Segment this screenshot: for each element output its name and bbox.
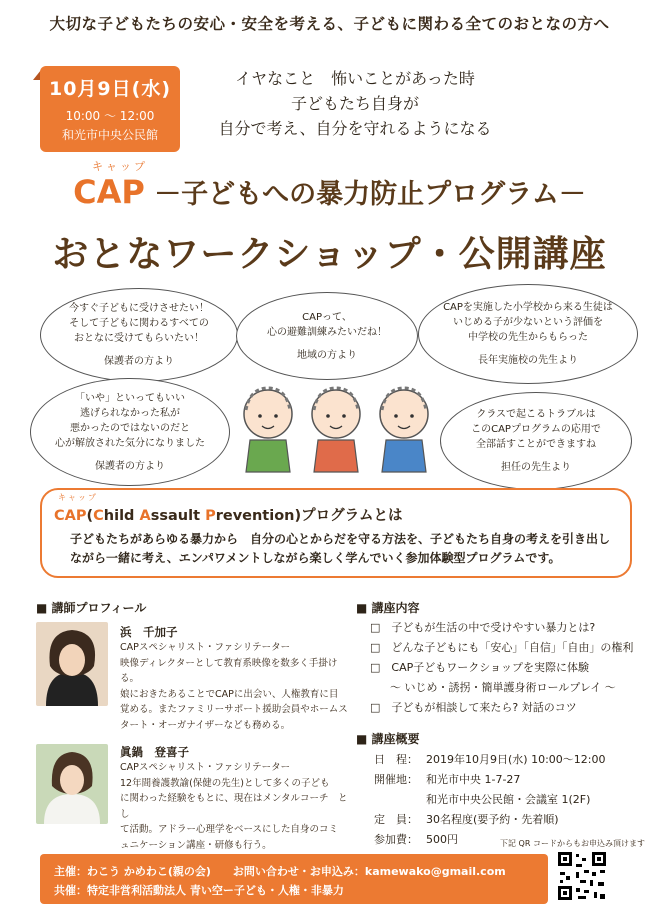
heading-part: C (93, 508, 104, 524)
overview-value: 30名程度(要予約・先着順) (426, 813, 559, 826)
profile-line: CAPスペシャリスト・ファシリテーター (120, 642, 291, 653)
heading-part: )プログラムとは (294, 508, 403, 524)
overview-label: 開催地： (374, 773, 418, 786)
lecturer-heading: ■ 講師プロフィール (36, 601, 147, 615)
lecturer-name: 浜 千加子 (120, 625, 178, 639)
title-line (0, 172, 659, 211)
heading-part: ssault (150, 508, 206, 524)
title-subtitle: －子どもへの暴力防止プログラム－ (154, 179, 586, 210)
heading-part: P (205, 508, 216, 524)
contents-item: □ 子どもが相談して来たら? 対話のコツ (370, 701, 577, 714)
heading-part: revention (215, 508, 295, 524)
overview-table (374, 750, 654, 850)
main-title: おとなワークショップ・公開講座 (52, 234, 607, 275)
hero-line: 自分で考え、自分を守れるようになる (218, 119, 492, 138)
cap-about-text (70, 530, 630, 568)
footer-organizer: 主催：わこう かめわこ(親の会) お問い合わせ・お申込み：kamewako@gmail.com (54, 865, 506, 878)
lecturer-photo-2 (36, 744, 108, 824)
profile-line: て活動。アドラー心理学をベースにした自身のコミ (120, 824, 339, 835)
qr-code-icon[interactable] (556, 850, 608, 902)
profile-line: ュニケーション講座・研修も行う。 (120, 839, 272, 851)
cap-about-box (40, 488, 632, 578)
speech-bubble (418, 284, 638, 384)
child-blue-icon (380, 388, 428, 472)
contents-item: □ どんな子どもにも「安心」「自信」「自由」の権利 (370, 641, 634, 654)
speech-bubble (40, 288, 238, 382)
overview-row (374, 790, 654, 810)
bubble-line: このCAPプログラムの応用で (471, 424, 601, 435)
event-time: 10:00 ～ 12:00 (65, 109, 155, 123)
overview-row (374, 770, 654, 790)
bubble-line: そして子どもに関わるすべての (69, 318, 209, 329)
bubble-author: 地域の方より (297, 349, 357, 361)
profile-line: 映像ディレクターとして教育系映像を数多く手掛ける。 (120, 657, 338, 684)
cap-about-heading (54, 504, 402, 525)
footer-cosponsor: 共催：特定非営利活動法人 青い空ー子ども・人権・非暴力 (54, 884, 344, 897)
contents-heading: ■ 講座内容 (356, 601, 420, 615)
heading-part: ( (86, 508, 94, 524)
bubble-line: 逃げられなかった私が (80, 407, 180, 419)
bubble-author: 保護者の方より (104, 356, 174, 367)
profile-line: タート・オーガナイザーなども務める。 (120, 719, 291, 731)
bubble-line: おとなに受けてもらいたい！ (74, 333, 204, 344)
overview-heading: ■ 講座概要 (356, 732, 420, 746)
overview-value: 2019年10月9日(水) 10:00～12:00 (426, 753, 606, 766)
speech-bubble (30, 378, 230, 486)
bubble-line: 全部話すことができますね (476, 439, 596, 450)
speech-bubble (236, 292, 418, 380)
profile-line: 娘におきたあることでCAPに出会い、人権教育に目 (120, 688, 339, 700)
bubble-line: CAPを実施した小学校から来る生徒は (443, 302, 613, 313)
title-ruby: キャップ (92, 160, 148, 173)
bubble-line: 「いや」といってもいい (75, 392, 185, 404)
profile-line: CAPスペシャリスト・ファシリテーター (120, 762, 291, 773)
bubble-author: 長年実施校の先生より (478, 355, 578, 366)
bubble-line: 心の避難訓練みたいだね！ (267, 326, 387, 338)
cap-word: CAP (54, 508, 87, 524)
overview-label: 参加費： (374, 833, 418, 846)
speech-bubble (440, 392, 632, 490)
overview-value: 500円 (426, 833, 458, 846)
heading-part: A (139, 508, 151, 524)
overview-value: 和光市中央 1-7-27 (426, 773, 521, 786)
bubble-author: 担任の先生より (501, 462, 571, 473)
hero-line: イヤなこと 怖いことがあった時 (235, 69, 475, 88)
qr-note: 下記 QR コードからもお申込み頂けます (500, 839, 645, 848)
hero-line: 子どもたち自身が (290, 94, 419, 113)
bubble-line: CAPって、 (302, 311, 352, 323)
lecturer-profile (120, 640, 350, 733)
date-badge (40, 66, 180, 152)
bubble-line: クラスで起こるトラブルは (476, 409, 596, 420)
footer-bar (40, 854, 548, 904)
child-green-icon (244, 388, 292, 472)
contents-item: □ 子どもが生活の中で受けやすい暴力とは? (370, 621, 596, 634)
profile-line: 12年間養護教諭(保健の先生)として多くの子ども (120, 777, 330, 789)
bubble-line: いじめる子が少ないという評価を (453, 317, 603, 328)
profile-line: 覚める。またファミリーサポート援助会員やホームス (120, 704, 348, 715)
overview-label: 定 員： (374, 813, 418, 826)
overview-label: 日 程： (374, 753, 418, 766)
overview-row (374, 750, 654, 770)
title-cap: CAP (73, 173, 145, 211)
bubble-line: 中学校の先生からもらった (468, 332, 588, 343)
event-venue: 和光市中央公民館 (61, 128, 158, 142)
lecturer-photo-1 (36, 622, 108, 706)
lecturer-profile (120, 760, 352, 853)
bubble-line: 今すぐ子どもに受けさせたい！ (69, 303, 209, 314)
lecturer-name: 眞鍋 登喜子 (120, 745, 189, 759)
bubble-author: 保護者の方より (95, 460, 165, 472)
event-date: 10月9日(水) (48, 78, 172, 100)
child-red-icon (312, 388, 360, 472)
bubble-line: 心が解放された気分になりました (55, 437, 205, 449)
children-illustration (232, 380, 442, 480)
hero-text (190, 66, 520, 141)
about-line: ながら一緒に考え、エンパワメントしながら楽しく学んでいく参加体験型プログラムです。 (70, 551, 561, 565)
overview-value: 和光市中央公民館・会議室 1(2F) (426, 793, 591, 806)
contents-item: ～ いじめ・誘拐・簡単護身術ロールプレイ ～ (390, 681, 616, 694)
about-line: 子どもたちがあらゆる暴力から 自分の心とからだを守る方法を、子どもたち自身の考えを引き出し (70, 532, 611, 546)
profile-line: に関わった経験をもとに、現在はメンタルコーチ とし (120, 793, 348, 820)
bubble-line: 悪かったのではないのだと (70, 422, 190, 434)
overview-row (374, 810, 654, 830)
contents-item: □ CAP子どもワークショップを実際に体験 (370, 661, 590, 674)
cap-ruby: キャップ (58, 493, 98, 502)
contents-list (370, 618, 650, 718)
heading-part: hild (103, 508, 140, 524)
top-slogan: 大切な子どもたちの安心・安全を考える、子どもに関わる全てのおとなの方へ (49, 15, 610, 33)
